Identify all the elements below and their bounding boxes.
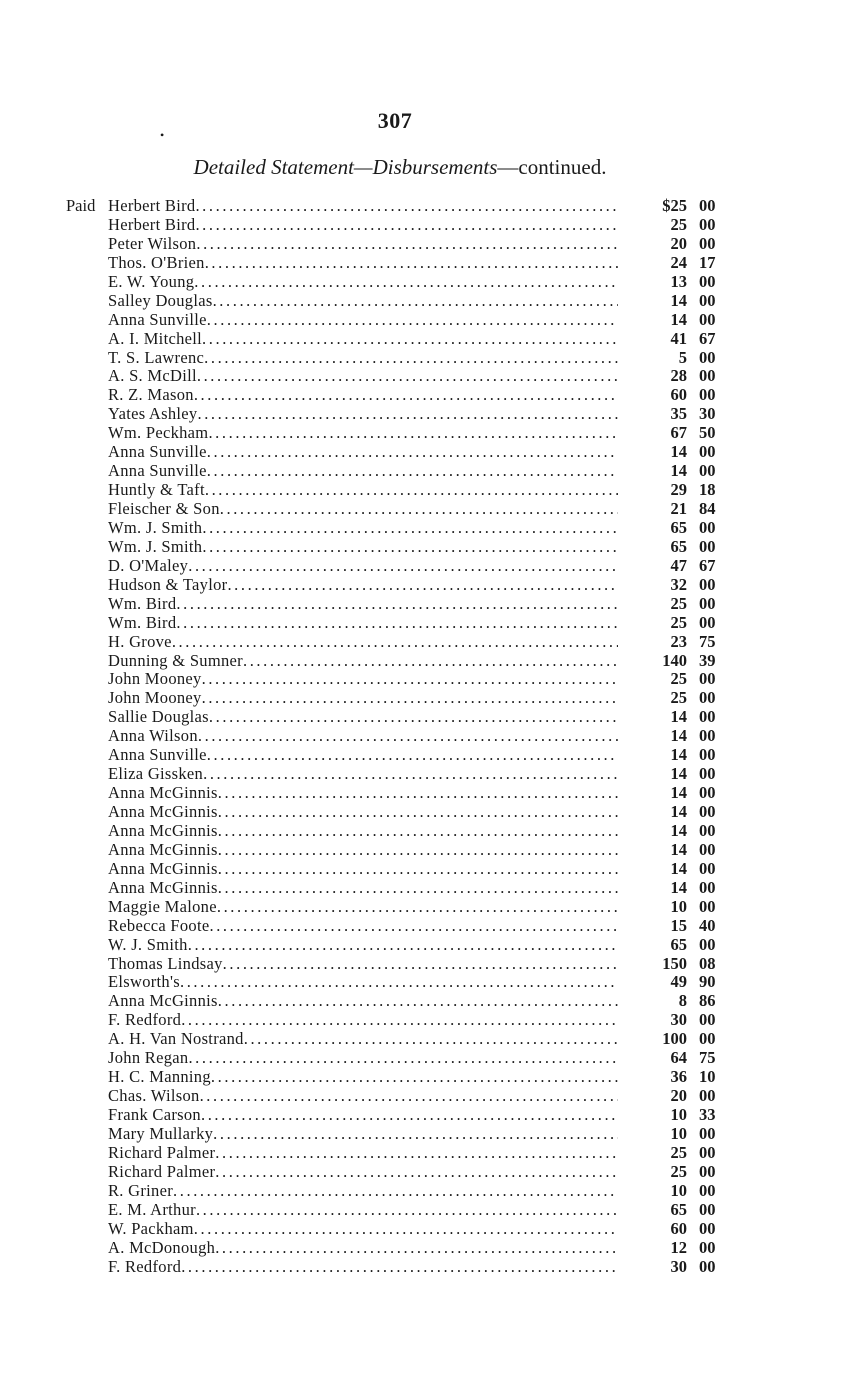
amount-dollars: 8 — [678, 991, 687, 1011]
amount-cents: 00 — [699, 366, 716, 386]
amount-cents: 00 — [699, 745, 716, 765]
ledger-row — [0, 1011, 857, 1030]
payee-name: A. S. McDill ..... — [108, 367, 618, 386]
amount-cents: 00 — [699, 802, 716, 821]
ledger-row — [0, 765, 857, 784]
amount-dollars: 14 — [670, 442, 687, 462]
amount-cents: 00 — [699, 1086, 716, 1106]
amount-dollars: 25 — [670, 688, 687, 708]
amount-cents: 39 — [699, 650, 716, 670]
payee-name: H. Grove ..... — [108, 633, 618, 652]
amount-dollars: 14 — [670, 820, 687, 840]
payee-name: W. Packham ..... — [108, 1220, 618, 1239]
payee-name: Thos. O'Brien ..... — [108, 254, 618, 273]
amount-cents: 00 — [699, 1199, 716, 1219]
ledger-row — [0, 614, 857, 633]
ledger-row — [0, 330, 857, 349]
amount-dollars: 65 — [670, 934, 687, 954]
ledger-row — [0, 1106, 857, 1125]
amount-dollars: 25 — [670, 593, 687, 613]
amount-cents: 67 — [699, 555, 716, 575]
amount-dollars: 25 — [670, 1142, 687, 1162]
amount-cents: 90 — [699, 972, 716, 992]
ledger-row — [0, 803, 857, 822]
amount-cents: 00 — [699, 196, 716, 215]
amount-cents: 17 — [699, 252, 716, 272]
ledger-row — [0, 197, 857, 216]
payee-name: D. O'Maley ..... — [108, 557, 618, 576]
payee-name: Anna Wilson ..... — [108, 727, 618, 746]
payee-name: A. H. Van Nostrand ..... — [108, 1030, 618, 1049]
ledger-row — [0, 443, 857, 462]
amount-dollars: 14 — [670, 745, 687, 765]
payee-name: Dunning & Sumner ..... — [108, 652, 618, 671]
ledger-row — [0, 273, 857, 292]
ledger-row — [0, 1220, 857, 1239]
ledger-row — [0, 424, 857, 443]
amount-cents: 00 — [699, 1256, 716, 1276]
amount-dollars: 65 — [670, 536, 687, 556]
ledger-row — [0, 595, 857, 614]
page-heading — [0, 155, 800, 180]
payee-name: R. Z. Mason ..... — [108, 386, 618, 405]
payee-name: Peter Wilson ..... — [108, 235, 618, 254]
amount-dollars: 14 — [670, 877, 687, 897]
ledger-row — [0, 216, 857, 235]
payee-name: Frank Carson ..... — [108, 1106, 618, 1125]
amount-cents: 40 — [699, 915, 716, 935]
amount-dollars: 100 — [662, 1029, 687, 1049]
payee-name: T. S. Lawrenc ..... — [108, 349, 618, 368]
amount-cents: 00 — [699, 1218, 716, 1238]
ledger-row — [0, 633, 857, 652]
amount-cents: 00 — [699, 271, 716, 291]
amount-cents: 00 — [699, 461, 716, 481]
ledger-row — [0, 936, 857, 955]
amount-cents: 00 — [699, 214, 716, 234]
amount-cents: 00 — [699, 442, 716, 462]
ledger-row — [0, 1258, 857, 1277]
ledger-row — [0, 973, 857, 992]
payee-name: Herbert Bird ..... — [108, 197, 618, 216]
amount-cents: 10 — [699, 1067, 716, 1087]
amount-dollars: 24 — [670, 252, 687, 272]
ledger-row — [0, 1182, 857, 1201]
amount-cents: 00 — [699, 385, 716, 405]
amount-dollars: 25 — [670, 1161, 687, 1181]
ledger-row — [0, 708, 857, 727]
payee-name: Huntly & Taft ..... — [108, 481, 618, 500]
amount-cents: 00 — [699, 1161, 716, 1181]
amount-cents: 00 — [699, 612, 716, 632]
paid-label: Paid — [66, 196, 96, 215]
amount-cents: 00 — [699, 820, 716, 840]
amount-cents: 84 — [699, 499, 716, 518]
payee-name: Sallie Douglas ..... — [108, 708, 618, 727]
payee-name: Richard Palmer ..... — [108, 1163, 618, 1182]
payee-name: John Regan ..... — [108, 1049, 618, 1068]
amount-dollars: 140 — [662, 650, 687, 670]
ledger-row — [0, 1049, 857, 1068]
amount-cents: 00 — [699, 1029, 716, 1049]
payee-name: Fleischer & Son ..... — [108, 500, 618, 519]
payee-name: Herbert Bird ..... — [108, 216, 618, 235]
payee-name: Anna Sunville ..... — [108, 462, 618, 481]
payee-name: H. C. Manning ..... — [108, 1068, 618, 1087]
payee-name: Salley Douglas ..... — [108, 292, 618, 311]
payee-name: A. McDonough ..... — [108, 1239, 618, 1258]
payee-name: Anna Sunville ..... — [108, 311, 618, 330]
bullet-mark: • — [160, 128, 165, 142]
amount-dollars: 15 — [670, 915, 687, 935]
amount-cents: 00 — [699, 1123, 716, 1143]
amount-cents: 00 — [699, 574, 716, 594]
disbursement-ledger — [0, 197, 857, 1276]
ledger-row — [0, 879, 857, 898]
amount-cents: 75 — [699, 631, 716, 651]
payee-name: Wm. Peckham ..... — [108, 424, 618, 443]
amount-dollars: 60 — [670, 385, 687, 405]
amount-cents: 00 — [699, 839, 716, 859]
ledger-row — [0, 727, 857, 746]
ledger-row — [0, 292, 857, 311]
ledger-row — [0, 1201, 857, 1220]
ledger-row — [0, 481, 857, 500]
payee-name: F. Redford ..... — [108, 1011, 618, 1030]
amount-dollars: $25 — [662, 196, 687, 215]
payee-name: Wm. Bird ..... — [108, 614, 618, 633]
ledger-row — [0, 367, 857, 386]
amount-cents: 00 — [699, 669, 716, 689]
payee-name: Anna McGinnis ..... — [108, 822, 618, 841]
amount-dollars: 13 — [670, 271, 687, 291]
payee-name: Thomas Lindsay ..... — [108, 955, 618, 974]
amount-dollars: 64 — [670, 1048, 687, 1068]
amount-cents: 00 — [699, 1180, 716, 1200]
amount-dollars: 60 — [670, 1218, 687, 1238]
amount-dollars: 10 — [670, 1123, 687, 1143]
amount-cents: 18 — [699, 480, 716, 500]
ledger-row — [0, 689, 857, 708]
ledger-row — [0, 1163, 857, 1182]
amount-cents: 00 — [699, 896, 716, 916]
amount-dollars: 12 — [670, 1237, 687, 1257]
ledger-row — [0, 992, 857, 1011]
amount-cents: 00 — [699, 764, 716, 784]
amount-dollars: 20 — [670, 233, 687, 253]
payee-name: Richard Palmer ..... — [108, 1144, 618, 1163]
amount-dollars: 10 — [670, 1105, 687, 1124]
ledger-row — [0, 1239, 857, 1258]
amount-dollars: 21 — [670, 499, 687, 518]
amount-cents: 00 — [699, 309, 716, 329]
amount-cents: 00 — [699, 858, 716, 878]
payee-name: Rebecca Foote ..... — [108, 917, 618, 936]
amount-cents: 33 — [699, 1105, 716, 1124]
ledger-row — [0, 1087, 857, 1106]
payee-name: Anna McGinnis ..... — [108, 992, 618, 1011]
ledger-row — [0, 841, 857, 860]
amount-cents: 67 — [699, 328, 716, 348]
payee-name: Wm. Bird ..... — [108, 595, 618, 614]
amount-dollars: 35 — [670, 404, 687, 424]
amount-cents: 00 — [699, 233, 716, 253]
amount-cents: 00 — [699, 517, 716, 537]
ledger-row — [0, 235, 857, 254]
ledger-row — [0, 746, 857, 765]
amount-cents: 75 — [699, 1048, 716, 1068]
ledger-row — [0, 519, 857, 538]
amount-cents: 00 — [699, 347, 716, 367]
amount-dollars: 29 — [670, 480, 687, 500]
amount-dollars: 25 — [670, 214, 687, 234]
amount-dollars: 14 — [670, 802, 687, 821]
amount-dollars: 23 — [670, 631, 687, 651]
amount-dollars: 28 — [670, 366, 687, 386]
amount-dollars: 5 — [678, 347, 687, 367]
amount-cents: 00 — [699, 688, 716, 708]
amount-dollars: 14 — [670, 764, 687, 784]
payee-name: Chas. Wilson ..... — [108, 1087, 618, 1106]
payee-name: Maggie Malone ..... — [108, 898, 618, 917]
amount-cents: 00 — [699, 877, 716, 897]
amount-dollars: 30 — [670, 1010, 687, 1030]
payee-name: Wm. J. Smith ..... — [108, 538, 618, 557]
amount-cents: 00 — [699, 290, 716, 310]
heading-continued: —continued. — [497, 155, 607, 179]
ledger-row — [0, 822, 857, 841]
ledger-row — [0, 1068, 857, 1087]
amount-dollars: 36 — [670, 1067, 687, 1087]
amount-dollars: 30 — [670, 1256, 687, 1276]
ledger-row — [0, 955, 857, 974]
ledger-row — [0, 784, 857, 803]
payee-name: Wm. J. Smith ..... — [108, 519, 618, 538]
amount-cents: 00 — [699, 707, 716, 727]
amount-cents: 00 — [699, 726, 716, 746]
amount-dollars: 14 — [670, 726, 687, 746]
ledger-row — [0, 462, 857, 481]
payee-name: Anna McGinnis ..... — [108, 860, 618, 879]
ledger-row — [0, 311, 857, 330]
amount-dollars: 25 — [670, 612, 687, 632]
payee-name: Anna Sunville ..... — [108, 746, 618, 765]
amount-cents: 86 — [699, 991, 716, 1011]
amount-dollars: 65 — [670, 1199, 687, 1219]
amount-dollars: 32 — [670, 574, 687, 594]
payee-name: Eliza Gissken ..... — [108, 765, 618, 784]
payee-name: Mary Mullarky ..... — [108, 1125, 618, 1144]
amount-cents: 00 — [699, 783, 716, 803]
page-number: 307 — [377, 108, 413, 133]
amount-cents: 00 — [699, 1010, 716, 1030]
amount-cents: 00 — [699, 1237, 716, 1257]
amount-dollars: 41 — [670, 328, 687, 348]
ledger-row — [0, 576, 857, 595]
amount-cents: 30 — [699, 404, 716, 424]
payee-name: Yates Ashley ..... — [108, 405, 618, 424]
amount-dollars: 65 — [670, 517, 687, 537]
payee-name: Anna Sunville ..... — [108, 443, 618, 462]
ledger-row — [0, 1144, 857, 1163]
amount-dollars: 14 — [670, 858, 687, 878]
payee-name: John Mooney ..... — [108, 689, 618, 708]
payee-name: Anna McGinnis ..... — [108, 879, 618, 898]
ledger-row — [0, 500, 857, 519]
amount-dollars: 14 — [670, 461, 687, 481]
amount-dollars: 14 — [670, 707, 687, 727]
amount-dollars: 150 — [662, 953, 687, 973]
ledger-row — [0, 538, 857, 557]
payee-name: A. I. Mitchell ..... — [108, 330, 618, 349]
payee-name: Anna McGinnis ..... — [108, 841, 618, 860]
ledger-row — [0, 670, 857, 689]
ledger-row — [0, 1030, 857, 1049]
amount-dollars: 14 — [670, 309, 687, 329]
amount-cents: 00 — [699, 934, 716, 954]
ledger-row — [0, 349, 857, 368]
amount-cents: 00 — [699, 1142, 716, 1162]
amount-cents: 50 — [699, 423, 716, 443]
payee-name: Elsworth's ..... — [108, 973, 618, 992]
heading-title: Detailed Statement—Disbursements — [193, 155, 498, 179]
ledger-row — [0, 254, 857, 273]
ledger-row — [0, 386, 857, 405]
amount-cents: 00 — [699, 593, 716, 613]
payee-name: R. Griner ..... — [108, 1182, 618, 1201]
amount-cents: 00 — [699, 536, 716, 556]
amount-dollars: 14 — [670, 839, 687, 859]
amount-dollars: 49 — [670, 972, 687, 992]
payee-name: Anna McGinnis ..... — [108, 803, 618, 822]
payee-name: E. M. Arthur ..... — [108, 1201, 618, 1220]
payee-name: E. W. Young ..... — [108, 273, 618, 292]
amount-dollars: 10 — [670, 896, 687, 916]
ledger-row — [0, 652, 857, 671]
ledger-row — [0, 557, 857, 576]
amount-dollars: 67 — [670, 423, 687, 443]
amount-dollars: 25 — [670, 669, 687, 689]
amount-dollars: 47 — [670, 555, 687, 575]
ledger-row — [0, 405, 857, 424]
ledger-row — [0, 898, 857, 917]
amount-dollars: 14 — [670, 783, 687, 803]
ledger-row — [0, 1125, 857, 1144]
amount-dollars: 14 — [670, 290, 687, 310]
payee-name: Hudson & Taylor ..... — [108, 576, 618, 595]
ledger-row — [0, 860, 857, 879]
amount-dollars: 10 — [670, 1180, 687, 1200]
payee-name: Anna McGinnis ..... — [108, 784, 618, 803]
payee-name: John Mooney ..... — [108, 670, 618, 689]
payee-name: F. Redford ..... — [108, 1258, 618, 1277]
payee-name: W. J. Smith ..... — [108, 936, 618, 955]
ledger-row — [0, 917, 857, 936]
amount-dollars: 20 — [670, 1086, 687, 1106]
amount-cents: 08 — [699, 953, 716, 973]
